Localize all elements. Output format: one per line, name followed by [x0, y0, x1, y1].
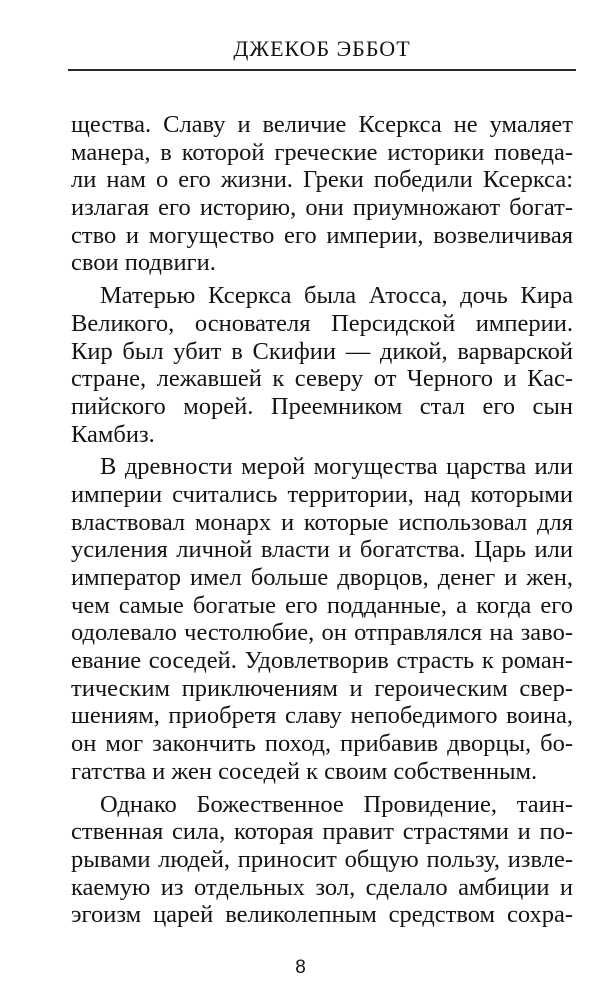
text-line: излагая его историю, они приумножают богат- [71, 194, 573, 222]
text-line: евание соседей. Удовлетворив страсть к роман- [71, 647, 573, 675]
text-line: одолевало честолюбие, он отправлялся на заво- [71, 619, 573, 647]
text-line: империи считались территории, над которыми [71, 480, 573, 508]
body-text [71, 111, 573, 929]
text-line: Матерью Ксеркса была Атосса, дочь Кира [100, 282, 573, 310]
text-line: манера, в которой греческие историки поведа- [71, 138, 573, 166]
text-line: Кир был убит в Скифии — дикой, варварской [71, 337, 573, 365]
text-line: ли нам о его жизни. Греки победили Ксеркса: [71, 166, 573, 194]
running-head-author: ДЖЕКОБ ЭББОТ [233, 36, 411, 61]
header-rule [68, 69, 576, 71]
text-line: усиления личной власти и богатства. Царь или [71, 536, 573, 564]
text-line: властвовал монарх и которые использовал для [71, 508, 573, 536]
text-line: шениям, приобретя славу непобедимого воина, [71, 702, 573, 730]
text-line: он мог закончить поход, прибавив дворцы, бо- [71, 730, 573, 758]
text-line: пийского морей. Преемником стал его сын [71, 392, 573, 420]
text-line: каемую из отдельных зол, сделало амбиции и [71, 873, 573, 901]
text-line: тическим приключениям и героическим свер- [71, 674, 573, 702]
text-line: свои подвиги. [71, 249, 216, 277]
text-line: Камбиз. [71, 420, 155, 448]
text-line: император имел больше дворцов, денег и жен, [71, 564, 573, 591]
text-line: чем самые богатые его подданные, а когда его [71, 591, 573, 619]
text-line: Великого, основателя Персидской империи. [71, 309, 573, 337]
text-line: Однако Божественное Провидение, таин- [100, 790, 573, 818]
text-line: эгоизм царей великолепным средством сохра- [71, 901, 573, 929]
page-number: 8 [295, 957, 306, 978]
text-line: ство и могущество его империи, возвеличивая [71, 221, 573, 249]
text-line: щества. Славу и величие Ксеркса не умаляет [71, 111, 573, 138]
text-line: гатства и жен соседей к своим собственным. [71, 757, 538, 785]
text-line: стране, лежавшей к северу от Черного и Кас- [71, 365, 573, 393]
text-line: ственная сила, которая правит страстями и по- [71, 818, 573, 846]
text-line: В древности мерой могущества царства или [100, 453, 573, 481]
text-line: рывами людей, приносит общую пользу, извле- [71, 845, 573, 873]
